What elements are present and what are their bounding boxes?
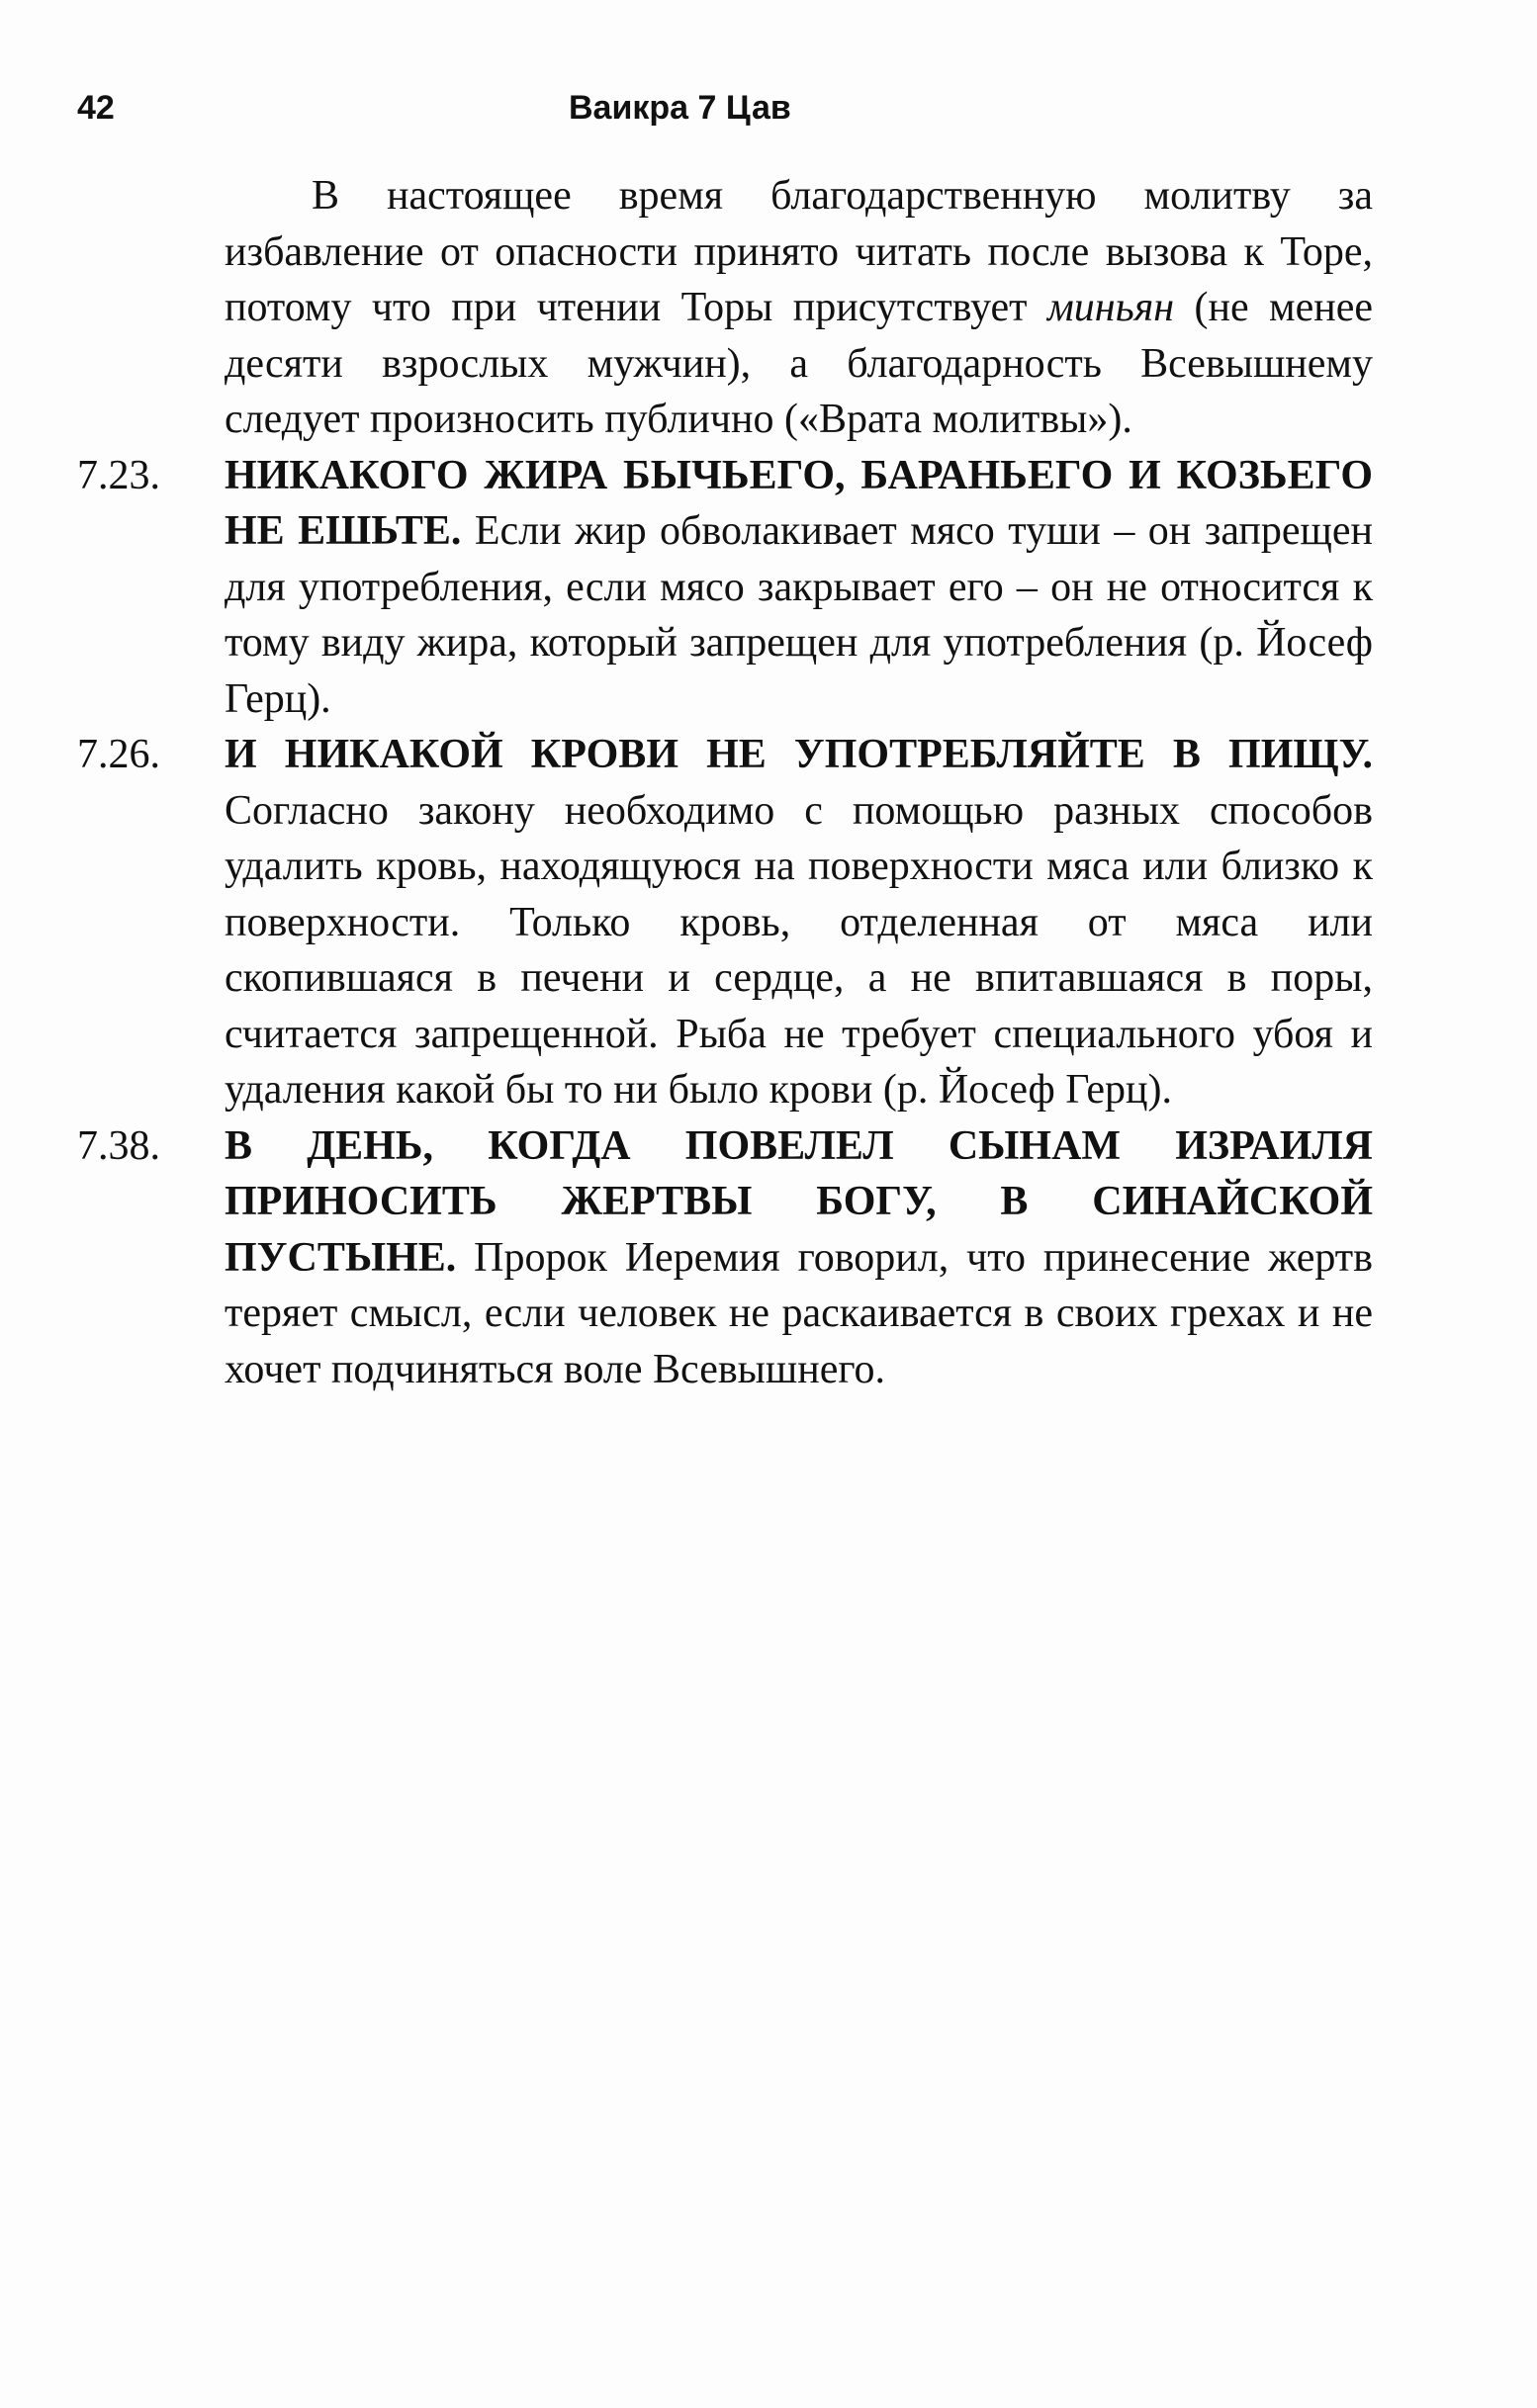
commentary-entry bbox=[77, 448, 1373, 728]
commentary-text: Если жир обволакивает мясо туши – он запрещен для употребления, если мясо закрывает его – он не относится к тому виду жира, который запрещен для употребления (р. Йосеф Герц). bbox=[225, 508, 1373, 722]
intro-paragraph bbox=[225, 168, 1373, 448]
intro-text-before: В настоящее время благодарственную молитву за избавление от опасности принято читать после вызова к Торе, потому что при чтении Торы присутствует bbox=[225, 173, 1373, 330]
page-number: 42 bbox=[77, 89, 115, 127]
verse-lemma: В ДЕНЬ, КОГДА ПОВЕЛЕЛ СЫНАМ ИЗРАИЛЯ ПРИНОСИТЬ ЖЕРТВЫ БОГУ, В СИНАЙСКОЙ ПУСТЫНЕ. bbox=[225, 1122, 1373, 1281]
verse-number: 7.38. bbox=[77, 1122, 160, 1169]
intro-text-after: (не менее десяти взрослых мужчин), а благодарность Всевышнему следует произносить публично («Врата молитвы»). bbox=[225, 285, 1373, 442]
verse-lemma: И НИКАКОЙ КРОВИ НЕ УПОТРЕБЛЯЙТЕ В ПИЩУ. bbox=[225, 732, 1373, 777]
running-header bbox=[77, 83, 1363, 133]
verse-lemma: НИКАКОГО ЖИРА БЫЧЬЕГО, БАРАНЬЕГО И КОЗЬЕГО НЕ ЕШЬТЕ. bbox=[225, 452, 1373, 554]
verse-number: 7.23. bbox=[77, 452, 160, 498]
verse-number: 7.26. bbox=[77, 732, 160, 777]
page-body bbox=[77, 168, 1373, 1397]
commentary-text: Согласно закону необходимо с помощью разных способов удалить кровь, находящуюся на поверхности мяса или близко к поверхности. Только кровь, отделенная от мяса или скопившаяся в печени и сердце, а не впитавшаяся в поры, считается запрещенной. Рыба не требует специального убоя и удаления какой бы то ни было крови (р. Йосеф Герц). bbox=[225, 787, 1373, 1113]
commentary-text: Пророк Иеремия говорил, что принесение жертв теряет смысл, если человек не раскаивается в своих грехах и не хочет подчиняться воле Всевышнего. bbox=[225, 1234, 1373, 1392]
chapter-title: Ваикра 7 Цав bbox=[569, 89, 791, 127]
commentary-entry bbox=[77, 727, 1373, 1118]
intro-italic-term: миньян bbox=[1046, 285, 1175, 330]
commentary-entry bbox=[77, 1118, 1373, 1398]
